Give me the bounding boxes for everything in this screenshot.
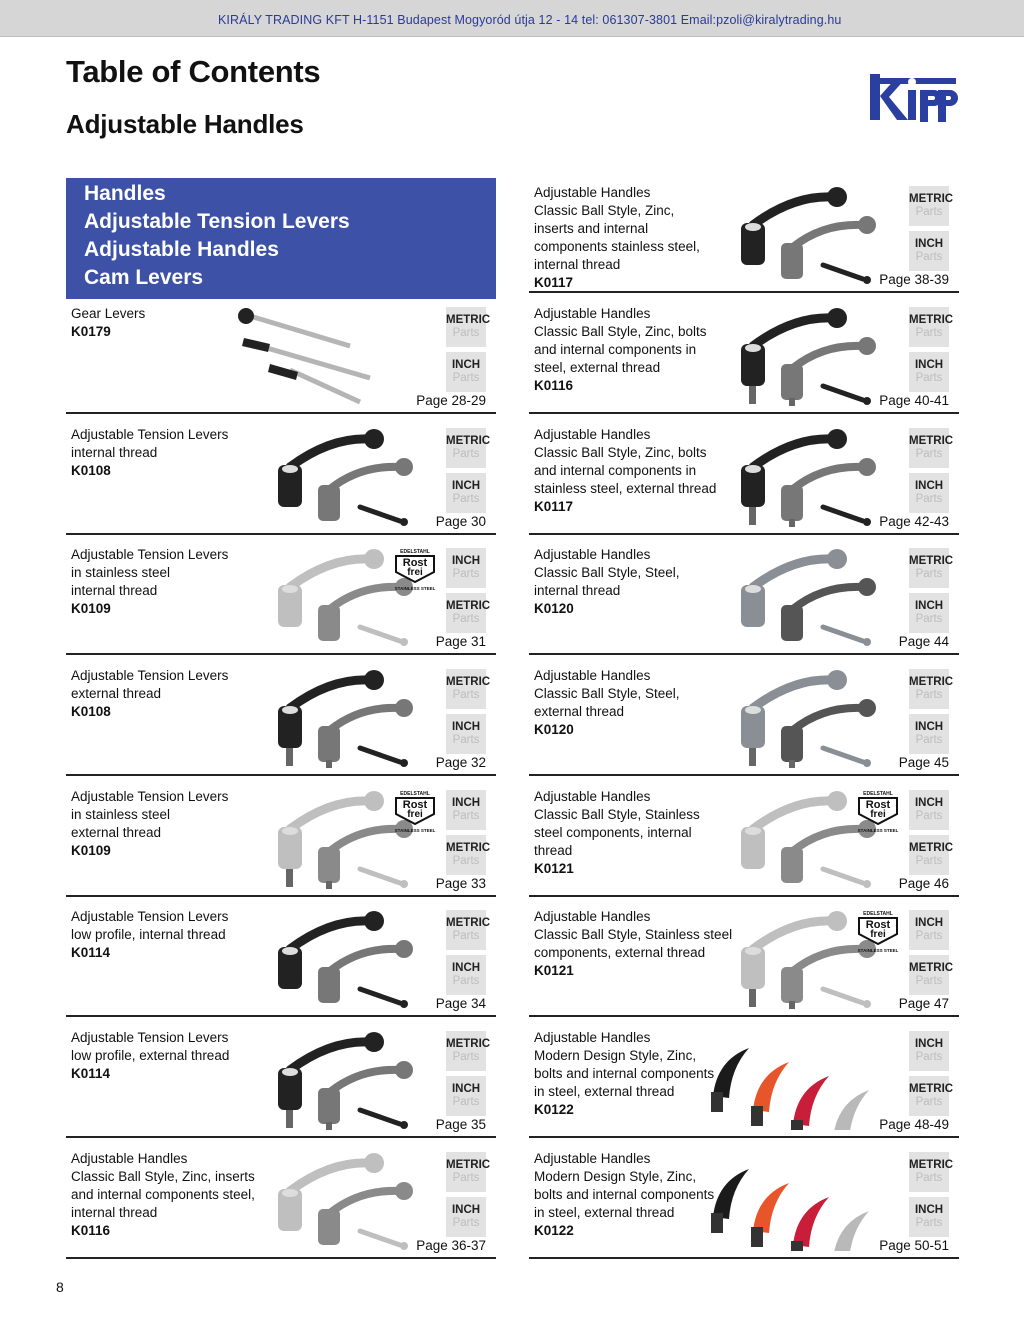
badge-sub-label: Parts — [915, 568, 943, 580]
badge-label: METRIC — [446, 435, 491, 447]
card-description-line: in steel, external thread — [534, 1084, 675, 1099]
card-description-line: external thread — [534, 704, 625, 719]
badge-sub-label: Parts — [915, 975, 943, 987]
article-code: K0121 — [534, 963, 574, 978]
card-description — [534, 1150, 714, 1240]
badge-label: METRIC — [909, 555, 954, 567]
article-code: K0109 — [71, 601, 111, 616]
svg-text:Rost: Rost — [865, 799, 891, 811]
card-description — [534, 184, 700, 292]
card-description-line: external thread — [71, 686, 162, 701]
card-description-line: steel, external thread — [534, 360, 661, 375]
product-image — [693, 427, 901, 527]
badge-sub-label: Parts — [452, 448, 480, 460]
badge-label: INCH — [914, 797, 944, 809]
left-toc-card[interactable] — [66, 1145, 496, 1259]
contact-bar — [0, 0, 1024, 37]
product-image — [230, 306, 438, 406]
page-subtitle: Adjustable Handles — [66, 109, 304, 139]
card-description-line: and internal components in — [534, 463, 697, 478]
card-description — [71, 667, 228, 721]
badge-sub-label: Parts — [452, 1217, 480, 1229]
badge-sub-label: Parts — [452, 1051, 480, 1063]
right-toc-card[interactable] — [529, 179, 959, 293]
category-box — [66, 178, 496, 299]
svg-text:frei: frei — [870, 929, 886, 940]
card-description-line: Adjustable Handles — [534, 427, 651, 442]
article-code: K0108 — [71, 463, 111, 478]
product-image — [230, 909, 438, 1009]
category-tension-levers[interactable]: Adjustable Tension Levers — [84, 210, 350, 233]
card-description-line: in stainless steel — [71, 565, 171, 580]
badge-sub-label: Parts — [452, 1172, 480, 1184]
badge-label: METRIC — [909, 962, 954, 974]
article-code: K0116 — [534, 378, 574, 393]
svg-text:frei: frei — [870, 809, 886, 820]
metric-parts-badge[interactable] — [446, 1152, 491, 1192]
badge-label: METRIC — [446, 314, 491, 326]
badge-sub-label: Parts — [452, 568, 480, 580]
inch-parts-badge[interactable] — [909, 231, 949, 271]
metric-parts-badge[interactable] — [909, 955, 954, 995]
left-toc-card[interactable] — [66, 421, 496, 535]
badge-label: INCH — [451, 359, 481, 371]
right-toc-card[interactable] — [529, 1024, 959, 1138]
article-code: K0120 — [534, 722, 574, 737]
card-description — [534, 305, 707, 395]
article-code: K0108 — [71, 704, 111, 719]
svg-text:EDELSTAHL: EDELSTAHL — [400, 549, 430, 555]
product-image — [693, 547, 901, 647]
left-toc-card[interactable] — [66, 1024, 496, 1138]
inch-parts-badge[interactable] — [446, 1076, 486, 1116]
badge-sub-label: Parts — [452, 613, 480, 625]
card-description-line: thread — [534, 843, 573, 858]
badge-label: METRIC — [909, 1159, 954, 1171]
badge-label: INCH — [914, 917, 944, 929]
card-description-line: Adjustable Tension Levers — [71, 1030, 229, 1045]
card-description — [71, 908, 228, 962]
rost-frei-icon — [855, 909, 901, 955]
svg-text:STAINLESS STEEL: STAINLESS STEEL — [857, 828, 899, 833]
svg-text:EDELSTAHL: EDELSTAHL — [863, 911, 893, 917]
svg-text:STAINLESS STEEL: STAINLESS STEEL — [394, 828, 436, 833]
badge-sub-label: Parts — [452, 810, 480, 822]
badge-sub-label: Parts — [915, 1172, 943, 1184]
card-description — [71, 1029, 229, 1083]
card-description-line: Modern Design Style, Zinc, — [534, 1169, 697, 1184]
badge-sub-label: Parts — [452, 689, 480, 701]
card-description — [534, 667, 680, 739]
card-description-line: Adjustable Handles — [534, 668, 651, 683]
page-number: 8 — [56, 1279, 64, 1295]
inch-parts-badge[interactable] — [909, 1197, 949, 1237]
badge-label: INCH — [451, 555, 481, 567]
svg-text:EDELSTAHL: EDELSTAHL — [400, 791, 430, 797]
badge-label: METRIC — [446, 842, 491, 854]
category-cam-levers[interactable]: Cam Levers — [84, 266, 204, 289]
badge-sub-label: Parts — [915, 930, 943, 942]
metric-parts-badge[interactable] — [909, 186, 954, 226]
badge-label: INCH — [451, 480, 481, 492]
page-title: Table of Contents — [66, 54, 321, 89]
card-description-line: bolts and internal components — [534, 1066, 715, 1081]
inch-parts-badge[interactable] — [909, 473, 949, 513]
inch-parts-badge[interactable] — [446, 955, 486, 995]
inch-parts-badge[interactable] — [909, 714, 949, 754]
left-toc-card[interactable] — [66, 662, 496, 776]
page-reference[interactable]: Page 44 — [898, 634, 949, 649]
metric-parts-badge[interactable] — [909, 307, 954, 347]
product-image — [693, 1030, 901, 1130]
badge-sub-label: Parts — [452, 975, 480, 987]
badge-label: METRIC — [446, 1038, 491, 1050]
page-reference[interactable]: Page 45 — [898, 755, 949, 770]
badge-label: INCH — [451, 797, 481, 809]
card-description-line: Adjustable Handles — [534, 1151, 651, 1166]
inch-parts-badge[interactable] — [446, 473, 486, 513]
card-description-line: Adjustable Tension Levers — [71, 789, 229, 804]
card-description — [71, 546, 228, 618]
card-description-line: Classic Ball Style, Steel, — [534, 565, 680, 580]
metric-parts-badge[interactable] — [909, 548, 954, 588]
badge-label: METRIC — [909, 1083, 954, 1095]
metric-parts-badge[interactable] — [909, 669, 954, 709]
article-code: K0109 — [71, 843, 111, 858]
card-description-line: steel components, internal — [534, 825, 692, 840]
badge-sub-label: Parts — [915, 1051, 943, 1063]
card-description — [71, 788, 228, 860]
badge-sub-label: Parts — [452, 1096, 480, 1108]
card-description-line: Adjustable Handles — [534, 909, 651, 924]
badge-label: INCH — [451, 1083, 481, 1095]
card-description-line: Classic Ball Style, Zinc, bolts — [534, 445, 707, 460]
card-description — [534, 546, 680, 618]
page-reference[interactable]: Page 28-29 — [416, 393, 486, 408]
badge-label: INCH — [914, 600, 944, 612]
card-description-line: Adjustable Tension Levers — [71, 668, 229, 683]
page-reference[interactable]: Page 38-39 — [879, 272, 949, 287]
badge-label: METRIC — [909, 435, 954, 447]
svg-text:STAINLESS STEEL: STAINLESS STEEL — [394, 586, 436, 591]
inch-parts-badge[interactable] — [446, 790, 486, 830]
badge-sub-label: Parts — [915, 372, 943, 384]
card-description-line: Gear Levers — [71, 306, 146, 321]
inch-parts-badge[interactable] — [909, 352, 949, 392]
badge-sub-label: Parts — [915, 810, 943, 822]
badge-sub-label: Parts — [915, 251, 943, 263]
badge-sub-label: Parts — [452, 372, 480, 384]
badge-label: INCH — [451, 962, 481, 974]
card-description-line: Modern Design Style, Zinc, — [534, 1048, 697, 1063]
left-toc-card[interactable] — [66, 783, 496, 897]
card-description-line: Classic Ball Style, Steel, — [534, 686, 680, 701]
card-description-line: components stainless steel, — [534, 239, 700, 254]
card-description-line: Adjustable Handles — [534, 1030, 651, 1045]
page-reference[interactable]: Page 32 — [435, 755, 486, 770]
card-description-line: Adjustable Handles — [534, 306, 651, 321]
svg-text:EDELSTAHL: EDELSTAHL — [863, 791, 893, 797]
left-toc-card[interactable] — [66, 300, 496, 414]
product-image — [230, 1151, 438, 1251]
badge-label: INCH — [914, 1038, 944, 1050]
page-reference[interactable]: Page 48-49 — [879, 1117, 949, 1132]
right-toc-card[interactable] — [529, 421, 959, 535]
badge-sub-label: Parts — [915, 613, 943, 625]
product-image — [693, 668, 901, 768]
badge-sub-label: Parts — [915, 1217, 943, 1229]
product-image — [693, 1151, 901, 1251]
product-image — [230, 427, 438, 527]
metric-parts-badge[interactable] — [446, 428, 491, 468]
badge-label: METRIC — [446, 917, 491, 929]
badge-sub-label: Parts — [915, 1096, 943, 1108]
article-code: K0121 — [534, 861, 574, 876]
card-description — [534, 426, 716, 516]
article-code: K0117 — [534, 499, 574, 514]
badge-label: INCH — [914, 480, 944, 492]
badge-label: INCH — [914, 1204, 944, 1216]
badge-label: INCH — [914, 721, 944, 733]
product-image — [693, 306, 901, 406]
card-description-line: Classic Ball Style, Stainless steel — [534, 927, 733, 942]
svg-text:STAINLESS STEEL: STAINLESS STEEL — [857, 948, 899, 953]
page-reference[interactable]: Page 47 — [898, 996, 949, 1011]
page-reference[interactable]: Page 46 — [898, 876, 949, 891]
svg-text:Rost: Rost — [865, 919, 891, 931]
badge-sub-label: Parts — [915, 448, 943, 460]
card-description-line: internal thread — [71, 583, 158, 598]
article-code: K0122 — [534, 1223, 574, 1238]
card-description-line: internal thread — [534, 257, 621, 272]
article-code: K0114 — [71, 1066, 111, 1081]
inch-parts-badge[interactable] — [446, 1197, 486, 1237]
badge-label: METRIC — [909, 193, 954, 205]
card-description-line: Adjustable Handles — [534, 547, 651, 562]
badge-sub-label: Parts — [915, 855, 943, 867]
inch-parts-badge[interactable] — [909, 790, 949, 830]
badge-sub-label: Parts — [915, 206, 943, 218]
article-code: K0117 — [534, 275, 574, 290]
card-description-line: and internal components steel, — [71, 1187, 255, 1202]
card-description-line: Adjustable Tension Levers — [71, 909, 229, 924]
card-description-line: Classic Ball Style, Zinc, inserts — [71, 1169, 255, 1184]
card-description-line: Adjustable Handles — [534, 789, 651, 804]
card-description-line: in stainless steel — [71, 807, 171, 822]
page-reference[interactable]: Page 40-41 — [879, 393, 949, 408]
card-description-line: Classic Ball Style, Zinc, — [534, 203, 675, 218]
contact-text: KIRÁLY TRADING KFT H-1151 Budapest Mogyoród útja 12 - 14 tel: 061307-3801 Email:pzoli@kiralytrading.hu — [218, 13, 842, 27]
product-image — [230, 668, 438, 768]
badge-label: METRIC — [446, 600, 491, 612]
page-reference[interactable]: Page 50-51 — [879, 1238, 949, 1253]
svg-text:Rost: Rost — [402, 557, 428, 569]
card-description-line: Adjustable Tension Levers — [71, 547, 229, 562]
badge-label: METRIC — [909, 842, 954, 854]
inch-parts-badge[interactable] — [909, 910, 949, 950]
badge-label: METRIC — [909, 676, 954, 688]
card-description-line: stainless steel, external thread — [534, 481, 717, 496]
badge-sub-label: Parts — [452, 493, 480, 505]
inch-parts-badge[interactable] — [446, 352, 486, 392]
card-description — [71, 426, 228, 480]
product-image — [693, 185, 901, 285]
right-toc-card[interactable] — [529, 300, 959, 414]
page-reference[interactable]: Page 35 — [435, 1117, 486, 1132]
category-handles[interactable]: Handles — [84, 182, 166, 205]
svg-text:Rost: Rost — [402, 799, 428, 811]
product-image — [230, 1030, 438, 1130]
kipp-logo — [866, 64, 960, 128]
card-description-line: components, external thread — [534, 945, 706, 960]
badge-sub-label: Parts — [915, 493, 943, 505]
page-reference[interactable]: Page 33 — [435, 876, 486, 891]
badge-sub-label: Parts — [452, 734, 480, 746]
right-toc-card[interactable] — [529, 662, 959, 776]
page-reference[interactable]: Page 31 — [435, 634, 486, 649]
badge-sub-label: Parts — [452, 930, 480, 942]
card-description-line: external thread — [71, 825, 162, 840]
metric-parts-badge[interactable] — [909, 1076, 954, 1116]
article-code: K0179 — [71, 324, 111, 339]
left-toc-card[interactable] — [66, 903, 496, 1017]
card-description-line: low profile, internal thread — [71, 927, 226, 942]
article-code: K0114 — [71, 945, 111, 960]
page-reference[interactable]: Page 30 — [435, 514, 486, 529]
right-toc-card[interactable] — [529, 541, 959, 655]
metric-parts-badge[interactable] — [446, 593, 491, 633]
card-description — [534, 1029, 714, 1119]
card-description-line: Adjustable Tension Levers — [71, 427, 229, 442]
card-description-line: and internal components in — [534, 342, 697, 357]
badge-sub-label: Parts — [915, 689, 943, 701]
metric-parts-badge[interactable] — [446, 669, 491, 709]
card-description — [534, 788, 700, 878]
page-reference[interactable]: Page 34 — [435, 996, 486, 1011]
article-code: K0120 — [534, 601, 574, 616]
rost-frei-icon — [855, 789, 901, 835]
badge-label: INCH — [914, 359, 944, 371]
right-toc-card[interactable] — [529, 903, 959, 1017]
svg-text:frei: frei — [407, 809, 423, 820]
badge-label: METRIC — [446, 676, 491, 688]
right-toc-card[interactable] — [529, 783, 959, 897]
badge-label: INCH — [914, 238, 944, 250]
metric-parts-badge[interactable] — [909, 428, 954, 468]
card-description — [71, 1150, 255, 1240]
metric-parts-badge[interactable] — [909, 1152, 954, 1192]
card-description-line: low profile, external thread — [71, 1048, 230, 1063]
metric-parts-badge[interactable] — [446, 910, 491, 950]
right-toc-card[interactable] — [529, 1145, 959, 1259]
badge-sub-label: Parts — [452, 855, 480, 867]
card-description-line: bolts and internal components — [534, 1187, 715, 1202]
page-reference[interactable]: Page 42-43 — [879, 514, 949, 529]
badge-label: METRIC — [446, 1159, 491, 1171]
svg-text:frei: frei — [407, 567, 423, 578]
card-description-line: Classic Ball Style, Stainless — [534, 807, 700, 822]
badge-sub-label: Parts — [915, 734, 943, 746]
inch-parts-badge[interactable] — [909, 593, 949, 633]
card-description-line: Classic Ball Style, Zinc, bolts — [534, 324, 707, 339]
badge-sub-label: Parts — [915, 327, 943, 339]
badge-label: INCH — [451, 1204, 481, 1216]
badge-label: METRIC — [909, 314, 954, 326]
metric-parts-badge[interactable] — [446, 1031, 491, 1071]
inch-parts-badge[interactable] — [909, 1031, 949, 1071]
rost-frei-icon — [392, 789, 438, 835]
card-description-line: inserts and internal — [534, 221, 649, 236]
badge-sub-label: Parts — [452, 327, 480, 339]
left-toc-card[interactable] — [66, 541, 496, 655]
page-reference[interactable]: Page 36-37 — [416, 1238, 486, 1253]
card-description-line: Adjustable Handles — [534, 185, 651, 200]
metric-parts-badge[interactable] — [446, 835, 491, 875]
card-description-line: internal thread — [71, 1205, 158, 1220]
card-description-line: in steel, external thread — [534, 1205, 675, 1220]
rost-frei-icon — [392, 547, 438, 593]
card-description — [71, 305, 145, 341]
inch-parts-badge[interactable] — [446, 714, 486, 754]
article-code: K0122 — [534, 1102, 574, 1117]
category-adjustable-handles[interactable]: Adjustable Handles — [84, 238, 279, 261]
card-description-line: internal thread — [534, 583, 621, 598]
card-description-line: internal thread — [71, 445, 158, 460]
card-description-line: Adjustable Handles — [71, 1151, 188, 1166]
article-code: K0116 — [71, 1223, 111, 1238]
metric-parts-badge[interactable] — [909, 835, 954, 875]
inch-parts-badge[interactable] — [446, 548, 486, 588]
badge-label: INCH — [451, 721, 481, 733]
metric-parts-badge[interactable] — [446, 307, 491, 347]
